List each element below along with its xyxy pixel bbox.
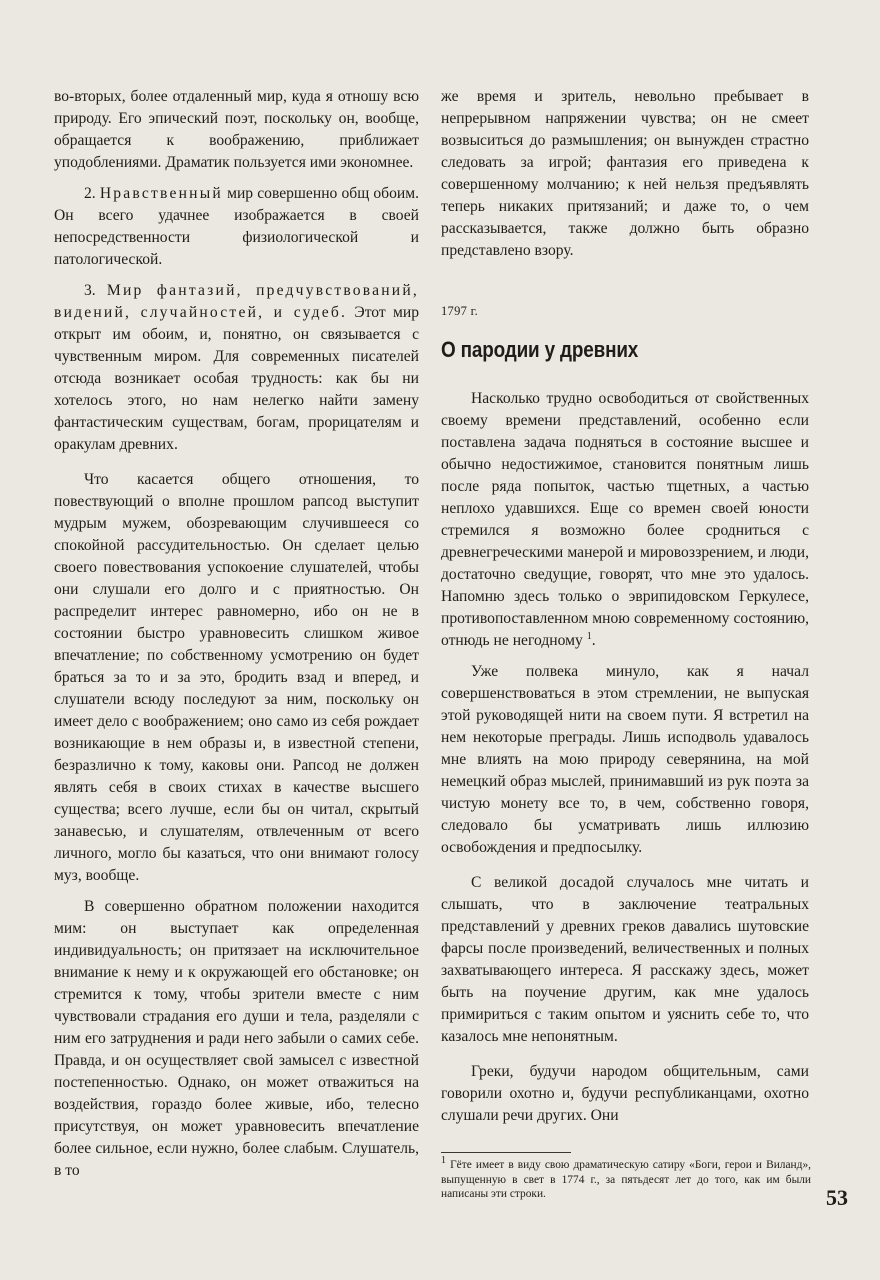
paragraph: В совершенно обратном положении находится мим: он выступает как определенная индивидуальность; он притязает на исключительное внимание к нему и к окружающей его обстановке; он стремится к тому, чтобы зрители вместе с ним чувствовали страдания его души и тела, разделяли с ним его затруднения и ради него забыли о самих себе. Правда, и он осуществляет свой замысел с известной постепенностью. Однако, он может отважиться на воздействия, гораздо более живые, ибо, телесно присутствуя, он может уравновесить впечатление более сильное, если нужно, более слабым. Слушатель, в то xyxy=(54,898,419,1179)
paragraph: во-вторых, более отдаленный мир, куда я отношу всю природу. Его эпический поэт, поскольку он, вообще, обращается к воображению, приближает уподоблениями. Драматик пользуется ими экономнее. xyxy=(54,88,419,171)
spaced-term: Мир фантазий, предчувствований, видений, случайностей, и судеб. xyxy=(54,282,419,321)
footnote xyxy=(441,1155,811,1202)
punctuation: . xyxy=(591,632,596,649)
paragraph xyxy=(441,388,809,652)
footnote-reference: 1 xyxy=(586,630,592,642)
paragraph-text: Насколько трудно освободиться от свойственных своему времени представлений, особенно если поставлена задача подняться в состояние высшее и обычно недостижимое, становится понятным лишь после ряда попыток, частью тщетных, а частью неплохо удавшихся. Еще со времен своей юности стремился я возможно более сродниться с древнегреческими манерой и мировоззрением, и люди, достаточно сведущие, говорят, что мне это удалось. Напомню здесь только о эврипидовском Геркулесе, противопоставленном мною современному состоянию, отнюдь не негодному xyxy=(441,390,809,649)
footnote-text: Гёте имеет в виду свою драматическую сатиру «Боги, герои и Виланд», выпущенную в свет в 1774 г., за пятьдесят лет до того, как им были написаны эти строки. xyxy=(441,1159,811,1200)
paragraph: Уже полвека минуло, как я начал совершенствоваться в этом стремлении, не выпуская этой руководящей нити на своем пути. Я встретил на нем некоторые преграды. Лишь исподволь удавалось мне влиять на мою природу северянина, на мой немецкий образ мыслей, принимавший из рук поэта за чистую монету все то, в чем, собственно говоря, следовало бы усматривать лишь иллюзию освобождения и предпосылку. xyxy=(441,663,809,856)
paragraph: Что касается общего отношения, то повествующий о вполне прошлом рапсод выступит мудрым мужем, обозревающим случившееся со спокойной рассудительностью. Он сделает целью своего повествования успокоение слушателей, чтобы они слушали его долго и с приятностью. Он распределит интерес равномерно, ибо он не в состоянии быстро уравновесить слишком живое впечатление; по собственному усмотрению он будет браться за то и за это, бродить взад и вперед, и слушатели всюду последуют за ним, поскольку он имеет дело с воображением; оно само из себя рождает возникающие в нем образы и, в известной степени, безразлично к тому, каковы они. Рапсод не должен являть себя в своих стихах в качестве высшего существа; всего лучше, если бы он читал, скрытый занавесью, и слушателям, отвлеченным от всего личного, могло бы казаться, что они внимают голосу муз, вообще. xyxy=(54,471,419,884)
item-number: 2. xyxy=(84,185,96,202)
paragraph-text: Этот мир открыт им обоим, и, понятно, он связывается с чувственным миром. Для современных писателей отсюда возникает особая трудность: как бы ни хотелось этого, но нам нелегко найти замену фантастическим существам, богам, прорицателям и оракулам древних. xyxy=(54,304,419,453)
footnote-number: 1 xyxy=(441,1155,446,1167)
paragraph xyxy=(54,183,419,271)
left-column xyxy=(54,86,419,1182)
essay-title: О пародии у древних xyxy=(441,337,639,362)
item-number: 3. xyxy=(84,282,96,299)
paragraph xyxy=(54,280,419,456)
paragraph-text: мир совершенно общ обоим. Он всего удачнее изображается в своей непосредственности физиологической и патологической. xyxy=(54,185,419,268)
footnote-divider xyxy=(441,1152,571,1153)
page-number: 53 xyxy=(826,1185,848,1210)
paragraph: же время и зритель, невольно пребывает в непрерывном напряжении чувства; он не смеет возвыситься до размышления; он вынужден страстно следовать за игрой; фантазия его приведена к совершенному молчанию; к ней нельзя предъявлять теперь никаких притязаний; и даже то, о чем рассказывается, также должно быть образно представлено взору. xyxy=(441,88,809,259)
paragraph: Греки, будучи народом общительным, сами говорили охотно и, будучи республиканцами, охотно слушали речи других. Они xyxy=(441,1063,809,1124)
spaced-term: Нравственный xyxy=(99,185,223,202)
paragraph: С великой досадой случалось мне читать и слышать, что в заключение театральных представлений у древних греков давались шутовские фарсы после произведений, величественных и полных захватывающего интереса. Я расскажу здесь, может быть на поучение другим, как мне удалось примириться с таким опытом и уяснить себе то, что казалось мне непонятным. xyxy=(441,874,809,1045)
right-column xyxy=(441,86,809,1127)
essay-date: 1797 г. xyxy=(441,304,479,318)
